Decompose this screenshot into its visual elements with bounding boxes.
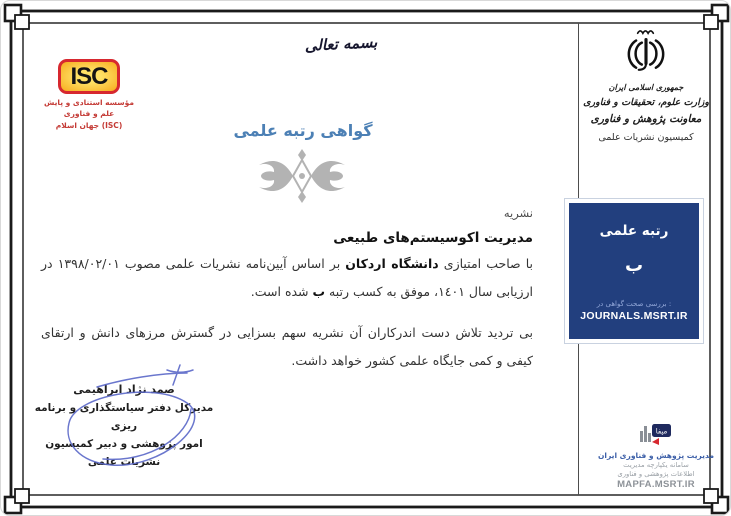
rank-grade: ب — [624, 255, 644, 276]
rank-box-frame — [564, 198, 704, 344]
bismillah-calligraphy: بسمه تعالی — [304, 33, 378, 55]
body-paragraph-2: بی تردید تلاش دست اندرکاران آن نشریه سهم بسزایی در گسترش مرزهای دانش و ارتقای کیفی و کمی جایگاه علمی کشور خواهد داشت. — [41, 325, 533, 368]
signatory-block — [29, 383, 219, 471]
ministry-header-block — [583, 27, 709, 143]
rank-box — [569, 203, 699, 339]
isc-logo-block — [37, 59, 141, 131]
mapfa-line-3: اطلاعات پژوهشی و فناوری — [617, 470, 695, 478]
mapfa-line-2: سامانه یکپارچه مدیریت — [623, 461, 689, 469]
signatory-name: صمد نژاد ابراهیمی — [73, 383, 175, 396]
journal-label: نشریه — [503, 206, 533, 220]
p1-end: شده است. — [250, 284, 313, 299]
signatory-role-1: مدیرکل دفتر سیاستگذاری و برنامه ریزی — [34, 402, 214, 432]
publisher-name: دانشگاه اردکان — [345, 256, 439, 271]
commission-line: کمیسیون نشریات علمی — [598, 132, 694, 143]
isc-caption-line1: مؤسسه استنادی و پایش علم و فناوری — [43, 98, 135, 119]
isc-caption-line2: جهان اسلام (ISC) — [55, 120, 123, 130]
mapfa-block — [593, 420, 719, 490]
isc-logo — [58, 59, 120, 94]
isc-acronym: ISC — [70, 62, 108, 90]
p1-pre: با صاحب امتیازی — [438, 256, 533, 271]
deputy-line: معاونت پژوهش و فناوری — [590, 113, 702, 125]
certificate-body — [41, 206, 533, 375]
journal-name: مدیریت اکوسیستم‌های طبیعی — [333, 230, 533, 246]
iran-emblem-icon — [625, 27, 667, 75]
signatory-role-3: نشریات علمی — [87, 456, 161, 468]
gov-line: جمهوری اسلامی ایران — [608, 83, 684, 92]
rank-verify-label: بررسی صحت گواهی در : — [596, 300, 672, 308]
body-paragraph-1 — [41, 250, 533, 306]
rank-box-title: رتبه علمی — [599, 223, 669, 239]
certificate-title: گواهی رتبه علمی — [233, 121, 373, 140]
mapfa-logo-icon — [638, 420, 674, 446]
mapfa-line-1: مدیریت پژوهش و فناوری ایران — [598, 451, 714, 460]
ministry-line: وزارت علوم، تحقیقات و فناوری — [583, 97, 709, 108]
grade-inline: ب — [312, 284, 326, 299]
rank-verify-url: JOURNALS.MSRT.IR — [580, 310, 688, 322]
ornament-divider-icon — [253, 147, 351, 205]
p1-mid: بر اساس آیین‌نامه نشریات علمی مصوب ۱۳۹۸/۰۲/۰۱ در ارزیابی سال ١٤٠١، موفق به کسب رتبه — [41, 256, 533, 299]
mapfa-url: MAPFA.MSRT.IR — [617, 479, 695, 490]
signatory-role-2: امور پژوهشی و دبیر کمیسیون — [45, 438, 203, 450]
mapfa-logo-text: مپفا — [655, 427, 668, 436]
